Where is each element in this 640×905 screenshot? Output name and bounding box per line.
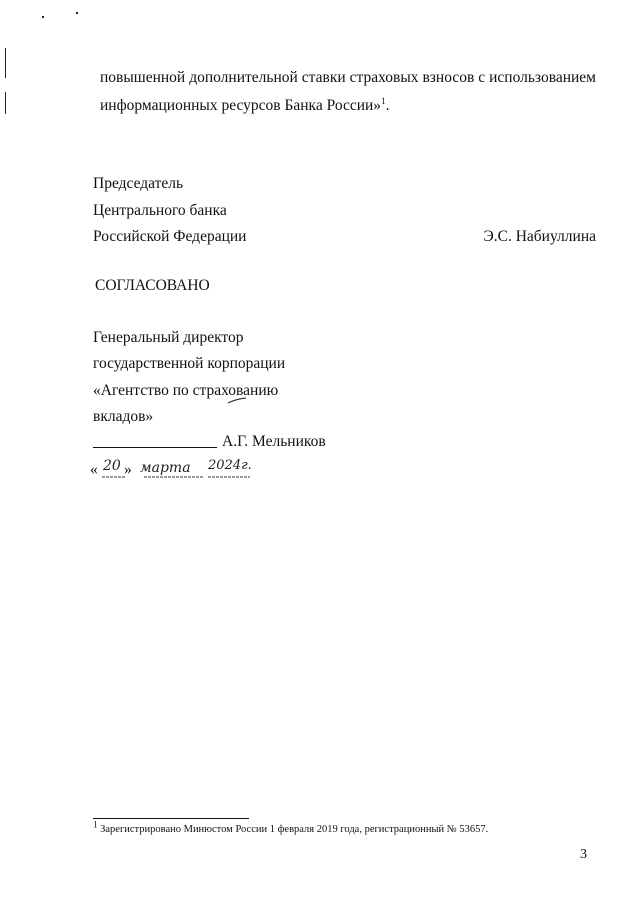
approval-name: А.Г. Мельников <box>222 433 326 450</box>
paragraph-line-2-text: информационных ресурсов Банка России» <box>100 97 382 114</box>
approval-heading: СОГЛАСОВАНО <box>95 277 210 294</box>
footnote-reference: 1 <box>381 95 386 106</box>
paragraph-line-2 <box>100 96 389 116</box>
signature-line <box>93 447 217 448</box>
chairman-name: Э.С. Набиуллина <box>483 228 596 245</box>
chairman-title-line-2: Центрального банка <box>93 202 227 219</box>
paragraph-line-2-end: . <box>385 97 390 114</box>
approval-title-line-3: «Агентство по страхованию <box>93 382 279 399</box>
date-close-quote: » <box>124 461 132 478</box>
approval-title-line-2: государственной корпорации <box>93 355 286 372</box>
date-day: 20 <box>103 458 121 474</box>
chairman-title-line-3: Российской Федерации <box>93 228 247 245</box>
scan-mark-edge <box>5 48 6 78</box>
footnote-separator <box>93 818 249 819</box>
page-number: 3 <box>580 847 587 862</box>
date-year: 2024г. <box>208 458 252 473</box>
scan-mark-dot <box>76 12 78 14</box>
date-open-quote: « <box>90 461 98 478</box>
approval-title-line-4: вкладов» <box>93 408 154 425</box>
scan-mark-dot <box>42 16 44 18</box>
footnote-text: Зарегистрировано Минюстом России 1 февраля 2019 года, регистрационный № 53657. <box>100 824 489 835</box>
footnote <box>93 819 489 837</box>
paragraph-line-1: повышенной дополнительной ставки страховых взносов с использованием <box>100 69 596 86</box>
pen-tick-mark <box>226 396 248 406</box>
approval-title-line-1: Генеральный директор <box>93 329 244 346</box>
date-underline <box>100 474 260 480</box>
chairman-title-line-1: Председатель <box>93 175 184 192</box>
footnote-marker: 1 <box>93 819 98 830</box>
date-month: марта <box>140 460 191 476</box>
approval-date <box>90 458 270 480</box>
scan-mark-edge <box>5 92 6 114</box>
